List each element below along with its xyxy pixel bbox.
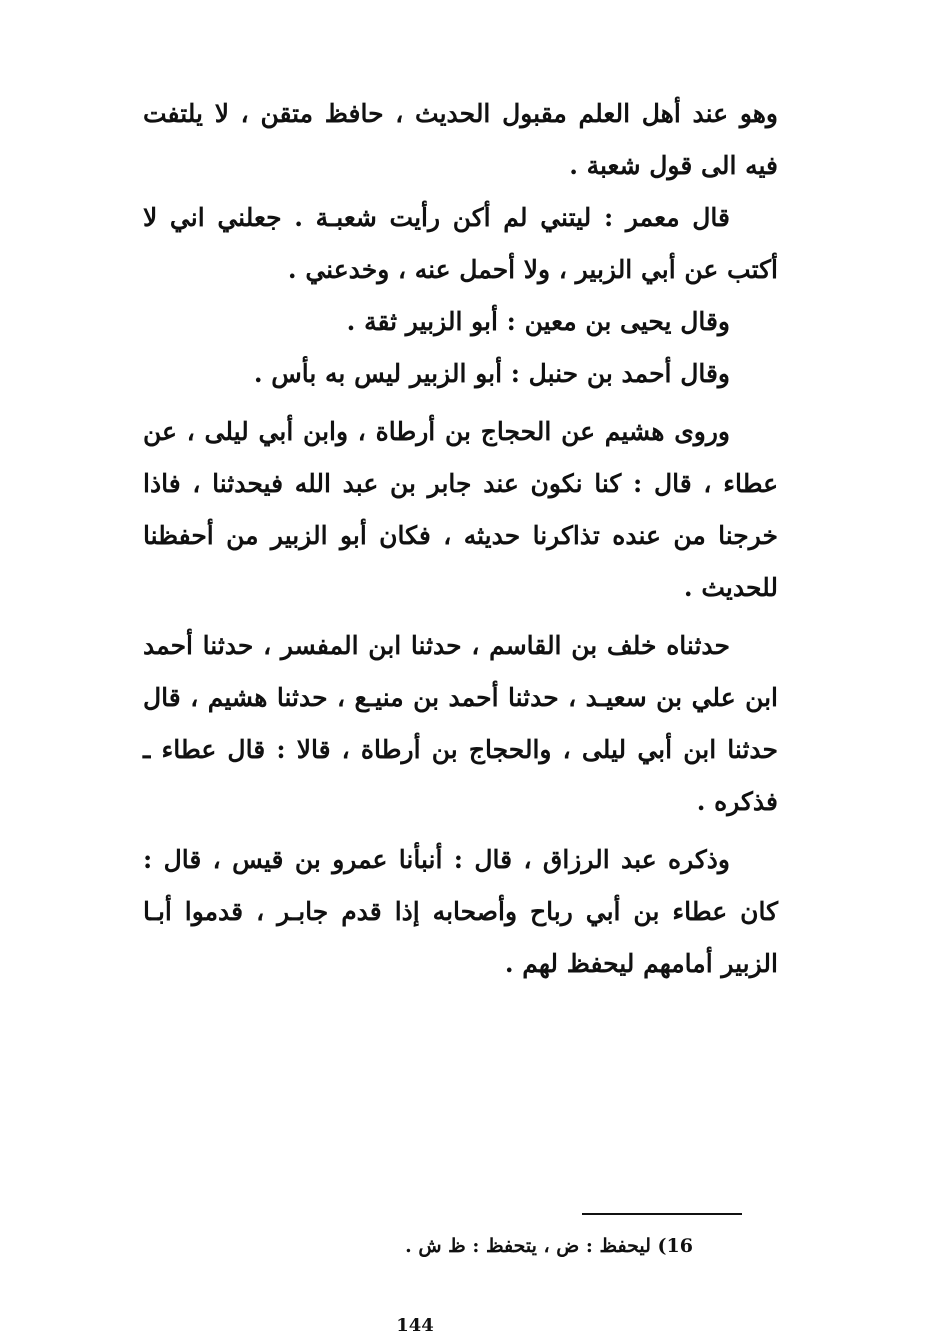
main-text-block [143, 88, 778, 990]
paragraph-1: وهو عند أهل العلم مقبول الحديث ، حافظ متقن ، لا يلتفت فيه الى قول شعبة . [143, 99, 778, 180]
footnote-divider [582, 1213, 742, 1215]
paragraph-6: حدثناه خلف بن القاسم ، حدثنا ابن المفسر ، حدثنا أحمد ابن علي بن سعيـد ، حدثنا أحمد بن منيـع ، حدثنا هشيم ، قال حدثنا ابن أبي ليلى ، والحجاج بن أرطاة ، قالا : قال عطاء ـ فذكره . [143, 631, 778, 816]
paragraph-5: وروى هشيم عن الحجاج بن أرطاة ، وابن أبي ليلى ، عن عطاء ، قال : كنا نكون عند جابر بن عبد الله فيحدثنا ، فاذا خرجنا من عنده تذاكرنا حديثه ، فكان أبو الزبير من أحفظنا للحديث . [143, 417, 778, 602]
paragraph-7: وذكره عبد الرزاق ، قال : أنبأنا عمرو بن قيس ، قال : كان عطاء بن أبي رباح وأصحابه إذا قدم جابـر ، قدموا أبـا الزبير أمامهم ليحفظ لهم . [143, 845, 778, 978]
paragraph-2: قال معمر : ليتني لم أكن رأيت شعبـة . جعلني اني لا أكتب عن أبي الزبير ، ولا أحمل عنه ، وخدعني . [143, 203, 778, 284]
footnote: 16) ليحفظ : ض ، يتحفظ : ظ ش . [405, 1235, 693, 1257]
paragraph-4: وقال أحمد بن حنبل : أبو الزبير ليس به بأس . [253, 359, 730, 388]
paragraph-3: وقال يحيى بن معين : أبو الزبير ثقة . [346, 307, 730, 336]
page-number: 144 [396, 1315, 434, 1336]
